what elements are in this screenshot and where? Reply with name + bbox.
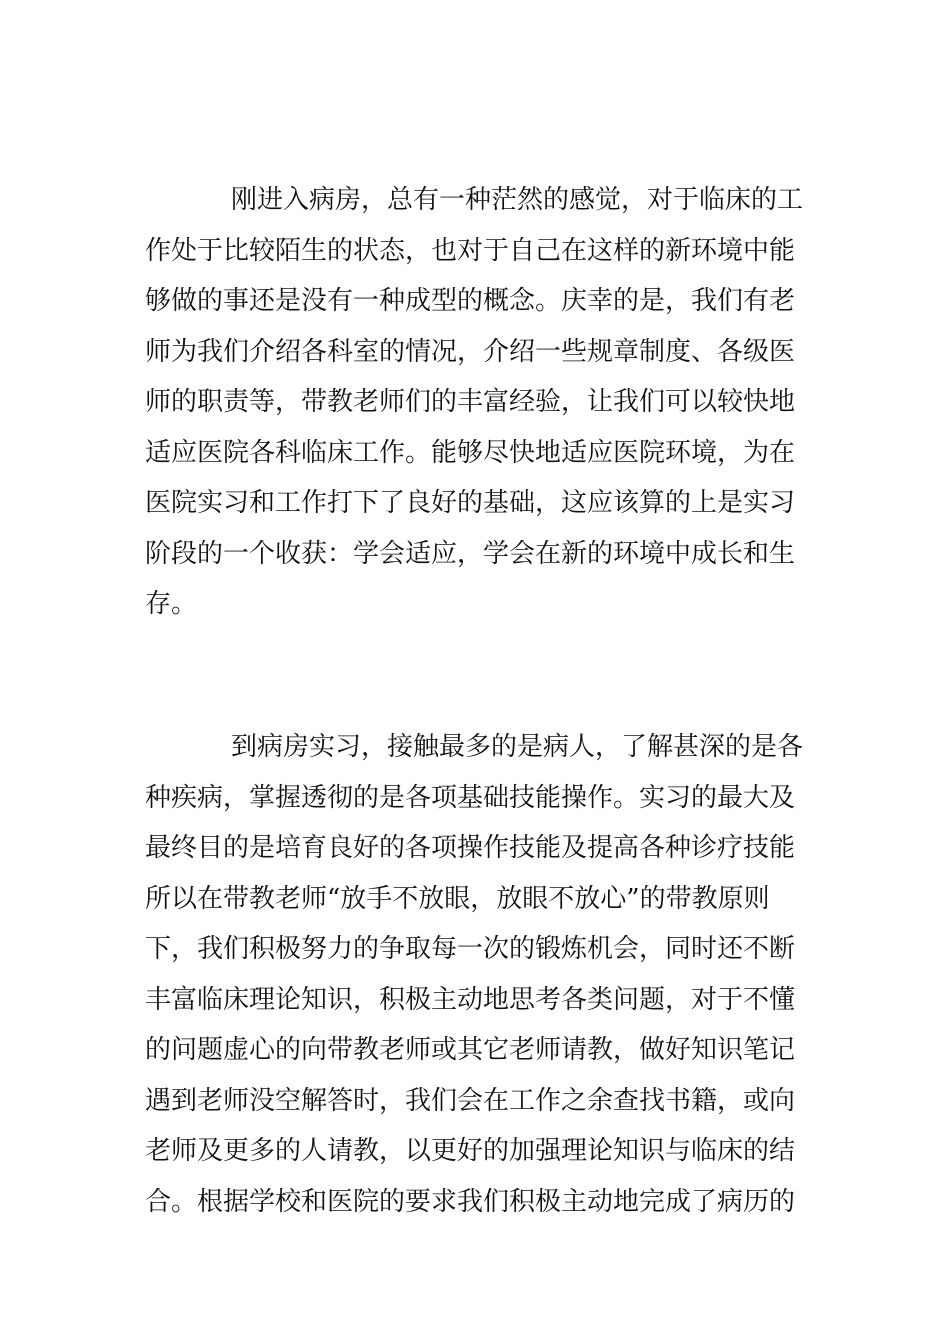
paragraph-line: 存。 [145, 589, 198, 619]
paragraph-line: 适应医院各科临床工作。能够尽快地适应医院环境，为在 [145, 437, 796, 468]
paragraph-line: 的问题虚心的向带教老师或其它老师请教，做好知识笔记 [145, 1035, 796, 1065]
paragraph-line: 丰富临床理论知识，积极主动地思考各类问题，对于不懂 [145, 984, 796, 1015]
paragraph-line: 种疾病，掌握透彻的是各项基础技能操作。实习的最大及 [145, 782, 796, 813]
paragraph-line: 师的职责等，带教老师们的丰富经验，让我们可以较快地 [145, 387, 796, 417]
paragraph-line: 遇到老师没空解答时，我们会在工作之余查找书籍，或向 [145, 1085, 796, 1116]
paragraph-line: 阶段的一个收获：学会适应，学会在新的环境中成长和生 [145, 538, 796, 569]
paragraph-line: 到病房实习，接触最多的是病人，了解甚深的是各 [231, 732, 804, 762]
paragraph-line: 老师及更多的人请教，以更好的加强理论知识与临床的结 [145, 1136, 796, 1166]
paragraph-line: 刚进入病房，总有一种茫然的感觉，对于临床的工 [231, 185, 804, 215]
paragraph-2 [145, 722, 810, 1227]
paragraph-line: 医院实习和工作打下了良好的基础，这应该算的上是实习 [145, 488, 796, 518]
paragraph-line: 合。根据学校和医院的要求我们积极主动地完成了病历的 [145, 1186, 796, 1217]
paragraph-line: 作处于比较陌生的状态，也对于自己在这样的新环境中能 [145, 235, 796, 266]
paragraph-line: 师为我们介绍各科室的情况，介绍一些规章制度、各级医 [145, 336, 796, 367]
paragraph-1 [145, 175, 810, 630]
paragraph-line: 最终目的是培育良好的各项操作技能及提高各种诊疗技能 [145, 833, 796, 863]
paragraph-line: 所以在带教老师“放手不放眼，放眼不放心”的带教原则 [145, 883, 770, 914]
paragraph-line: 下，我们积极努力的争取每一次的锻炼机会，同时还不断 [145, 934, 796, 964]
paragraph-line: 够做的事还是没有一种成型的概念。庆幸的是，我们有老 [145, 286, 796, 316]
